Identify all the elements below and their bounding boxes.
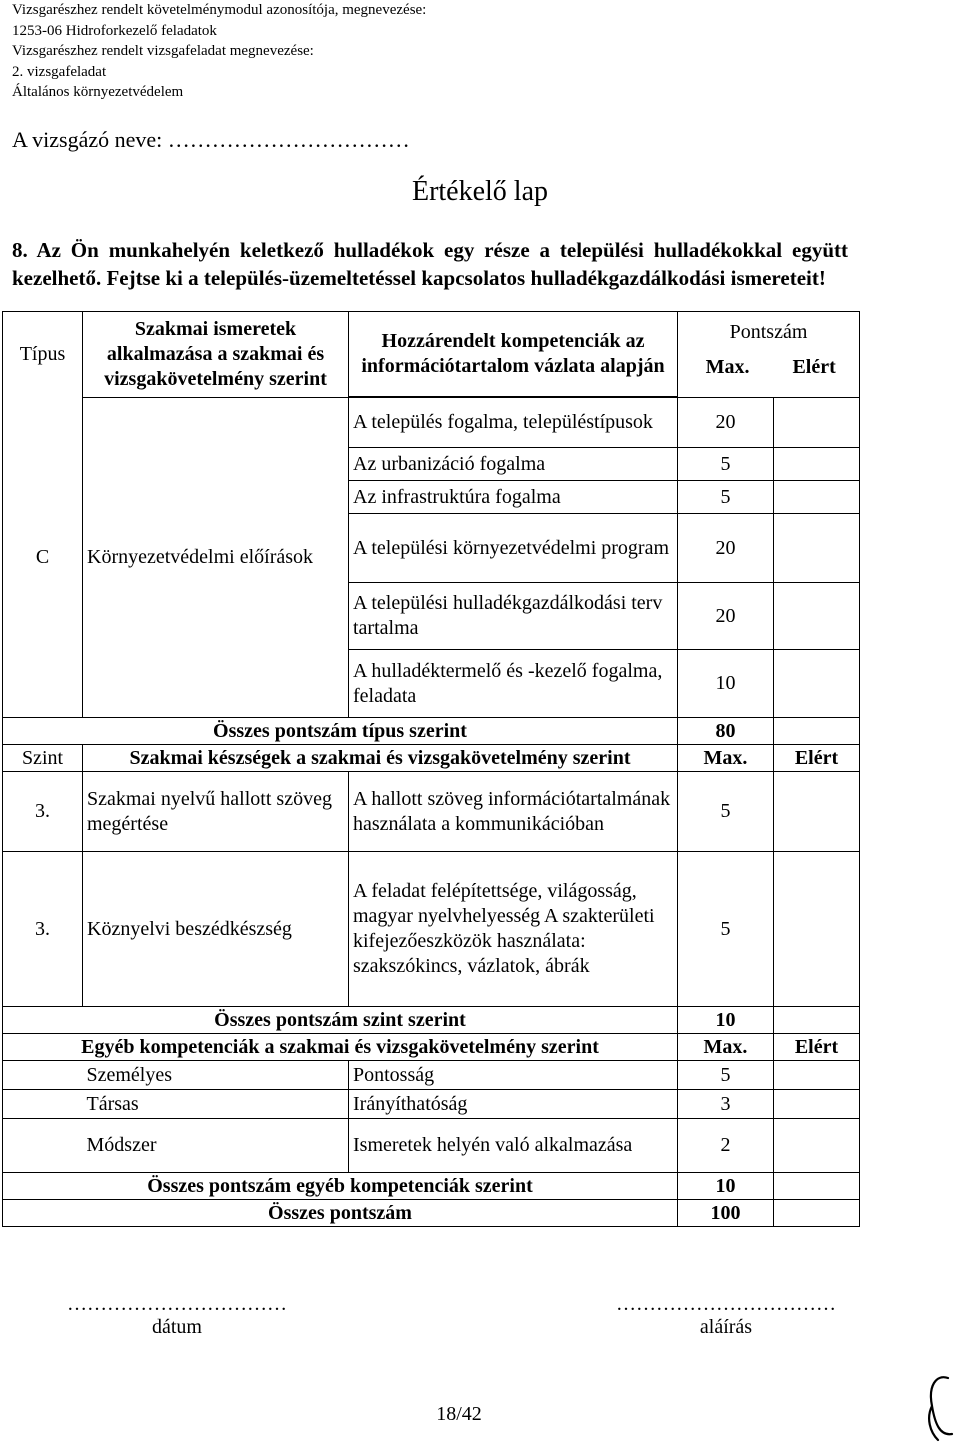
max-score: 2 — [678, 1119, 774, 1173]
table-row — [3, 398, 860, 448]
max-score: 3 — [678, 1090, 774, 1119]
competence-item: Ismeretek helyén való alkalmazása — [349, 1119, 678, 1173]
subtotal-row — [3, 1173, 860, 1200]
examinee-name-line: A vizsgázó neve: …………………………… — [12, 127, 410, 152]
level-cell: 3. — [3, 772, 83, 852]
col-header-score — [678, 312, 860, 397]
category-cell: Társas — [83, 1090, 349, 1119]
competence-item: Pontosság — [349, 1061, 678, 1090]
signature-label: aláírás — [699, 1316, 753, 1338]
competence-item: A települési környezetvédelmi program — [349, 514, 678, 583]
header-line-task-title: Vizsgarészhez rendelt vizsgafeladat megnevezése: — [12, 43, 314, 60]
col-header-level: Szint — [3, 745, 83, 772]
table-header-row — [3, 745, 860, 772]
col-header-type: Típus — [3, 312, 83, 398]
header-line-task-number: 2. vizsgafeladat — [12, 63, 107, 80]
achieved-score — [774, 1119, 860, 1173]
score-header-label: Pontszám — [729, 321, 808, 343]
level-cell: 3. — [3, 852, 83, 1007]
col-header-achieved: Elért — [792, 356, 836, 378]
col-header-skills: Szakmai készségek a szakmai és vizsgakövetelmény szerint — [83, 745, 678, 772]
achieved-score — [774, 481, 860, 514]
grand-total-achieved — [774, 1200, 860, 1227]
skill-cell: Szakmai nyelvű hallott szöveg megértése — [83, 772, 349, 852]
date-block — [12, 1293, 342, 1339]
table-row — [3, 852, 860, 1007]
page-number: 18/42 — [436, 1403, 482, 1425]
subtotal-row — [3, 718, 860, 745]
col-header-max: Max. — [678, 745, 774, 772]
col-header-max: Max. — [705, 356, 750, 378]
achieved-score — [774, 1090, 860, 1119]
signature-dots: …………………………… — [616, 1293, 836, 1315]
skill-cell: Köznyelvi beszédkészség — [83, 852, 349, 1007]
task-line-2: kezelhető. Fejtse ki a település-üzemeltetéssel kapcsolatos hulladékgazdálkodási ismereteit! — [12, 266, 826, 290]
competence-item: A települési hulladékgazdálkodási terv tartalma — [349, 583, 678, 650]
achieved-score — [774, 650, 860, 718]
subtotal-level-label: Összes pontszám szint szerint — [3, 1007, 678, 1034]
max-score: 5 — [678, 852, 774, 1007]
date-label: dátum — [152, 1316, 202, 1338]
subtotal-other-achieved — [774, 1173, 860, 1200]
task-line-1: 8. Az Ön munkahelyén keletkező hulladékok egy része a települési hulladékokkal együtt — [12, 238, 848, 262]
competence-item: A település fogalma, településtípusok — [349, 398, 678, 448]
table-row — [3, 1090, 860, 1119]
achieved-score — [774, 583, 860, 650]
table-header-row — [3, 312, 860, 397]
max-score: 20 — [678, 583, 774, 650]
header-line-module-title: Vizsgarészhez rendelt követelménymodul azonosítója, megnevezése: — [12, 2, 427, 18]
max-score: 20 — [678, 398, 774, 448]
subtotal-type-value: 80 — [678, 718, 774, 745]
competence-item: A feladat felépítettsége, világosság, magyar nyelvhelyesség A szakterületi kifejezőeszközök használata: szakszókincs, vázlatok, ábrák — [349, 852, 678, 1007]
max-score: 5 — [678, 1061, 774, 1090]
max-score: 5 — [678, 772, 774, 852]
competence-item: Az urbanizáció fogalma — [349, 448, 678, 481]
max-score: 20 — [678, 514, 774, 583]
table-row — [3, 1061, 860, 1090]
type-cell: C — [3, 398, 83, 718]
page-title: Értékelő lap — [411, 176, 549, 207]
competence-item: Az infrastruktúra fogalma — [349, 481, 678, 514]
subtotal-level-value: 10 — [678, 1007, 774, 1034]
task-description — [12, 236, 848, 292]
competence-item: A hulladéktermelő és -kezelő fogalma, feladata — [349, 650, 678, 718]
subtotal-other-value: 10 — [678, 1173, 774, 1200]
competence-item: A hallott szöveg információtartalmának használata a kommunikációban — [349, 772, 678, 852]
subtotal-type-label: Összes pontszám típus szerint — [3, 718, 678, 745]
table-header-row — [3, 1034, 860, 1061]
subtotal-level-achieved — [774, 1007, 860, 1034]
achieved-score — [774, 448, 860, 481]
achieved-score — [774, 514, 860, 583]
evaluation-table — [2, 311, 860, 1227]
subtotal-other-label: Összes pontszám egyéb kompetenciák szerint — [3, 1173, 678, 1200]
signature-block — [606, 1293, 846, 1339]
max-score: 5 — [678, 448, 774, 481]
table-row — [3, 1119, 860, 1173]
grand-total-label: Összes pontszám — [3, 1200, 678, 1227]
max-score: 10 — [678, 650, 774, 718]
document-header — [12, 0, 426, 103]
col-header-competence: Hozzárendelt kompetenciák az információtartalom vázlata alapján — [349, 312, 678, 397]
grand-total-value: 100 — [678, 1200, 774, 1227]
col-header-max: Max. — [678, 1034, 774, 1061]
header-line-task-name: Általános környezetvédelem — [12, 84, 184, 101]
handwritten-signature-icon — [918, 1372, 958, 1446]
category-cell: Személyes — [83, 1061, 349, 1090]
col-header-achieved: Elért — [774, 745, 860, 772]
subtotal-row — [3, 1007, 860, 1034]
col-header-other-competencies: Egyéb kompetenciák a szakmai és vizsgakövetelmény szerint — [3, 1034, 678, 1061]
subtotal-type-achieved — [774, 718, 860, 745]
achieved-score — [774, 772, 860, 852]
table-row — [3, 772, 860, 852]
grand-total-row — [3, 1200, 860, 1227]
category-cell: Módszer — [83, 1119, 349, 1173]
achieved-score — [774, 398, 860, 448]
competence-item: Irányíthatóság — [349, 1090, 678, 1119]
knowledge-area-cell: Környezetvédelmi előírások — [83, 398, 349, 718]
achieved-score — [774, 852, 860, 1007]
achieved-score — [774, 1061, 860, 1090]
max-score: 5 — [678, 481, 774, 514]
col-header-achieved: Elért — [774, 1034, 860, 1061]
col-header-knowledge: Szakmai ismeretek alkalmazása a szakmai és vizsgakövetelmény szerint — [83, 312, 349, 398]
date-dots: …………………………… — [67, 1293, 287, 1315]
header-line-module-id: 1253-06 Hidroforkezelő feladatok — [12, 22, 217, 39]
